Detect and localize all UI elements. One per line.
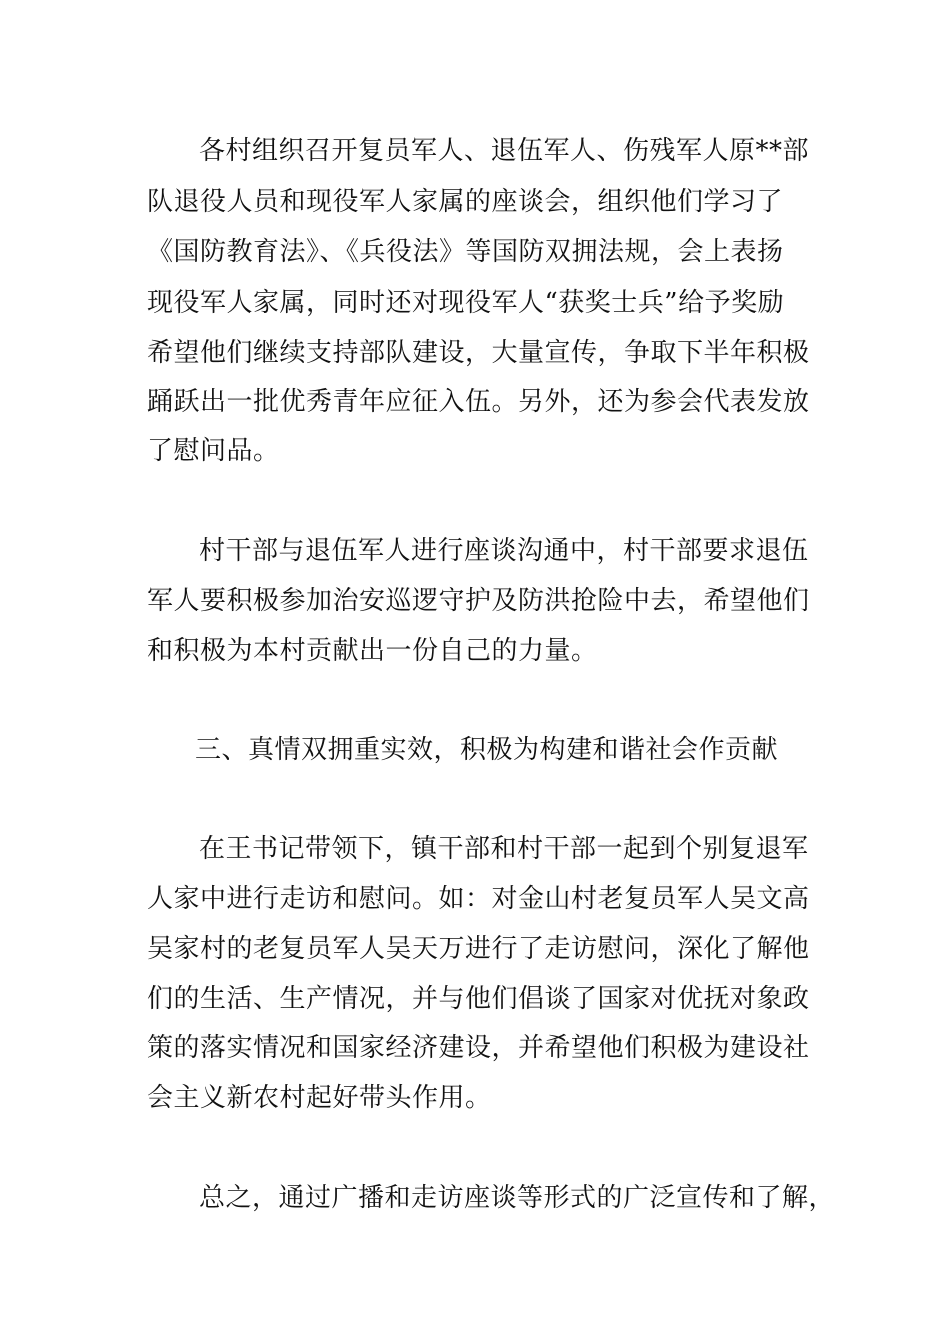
paragraph-2-line-1: 村干部与退伍军人进行座谈沟通中，村干部要求退伍 [199, 536, 809, 566]
paragraph-2-line-2: 军人要积极参加治安巡逻守护及防洪抢险中去，希望他们 [147, 586, 810, 616]
paragraph-3-line-2: 人家中进行走访和慰问。如：对金山村老复员军人吴文高 [147, 884, 810, 914]
paragraph-2-line-3: 和积极为本村贡献出一份自己的力量。 [147, 636, 598, 666]
paragraph-3-line-6: 会主义新农村起好带头作用。 [147, 1083, 492, 1113]
paragraph-1-line-5: 希望他们继续支持部队建设，大量宣传，争取下半年积极 [147, 338, 810, 368]
paragraph-3-line-4: 们的生活、生产情况，并与他们倡谈了国家对优抚对象政 [147, 984, 810, 1014]
paragraph-4-line-1: 总之，通过广播和走访座谈等形式的广泛宣传和了解， [199, 1183, 836, 1213]
paragraph-3-line-1: 在王书记带领下，镇干部和村干部一起到个别复退军 [199, 834, 809, 864]
paragraph-1-line-4: 现役军人家属，同时还对现役军人“获奖士兵”给予奖励 [147, 288, 785, 318]
paragraph-1-line-1: 各村组织召开复员军人、退伍军人、伤残军人原**部 [199, 136, 810, 166]
paragraph-3-line-5: 策的落实情况和国家经济建设，并希望他们积极为建设社 [147, 1033, 810, 1063]
paragraph-1-line-2: 队退役人员和现役军人家属的座谈会，组织他们学习了 [147, 187, 784, 217]
paragraph-3-line-3: 吴家村的老复员军人吴天万进行了走访慰问，深化了解他 [147, 934, 810, 964]
section-heading: 三、真情双拥重实效，积极为构建和谐社会作贡献 [195, 735, 779, 765]
paragraph-1-line-7: 了慰问品。 [147, 436, 280, 466]
paragraph-1-line-6: 踊跃出一批优秀青年应征入伍。另外，还为参会代表发放 [147, 387, 810, 417]
paragraph-1-line-3: 《国防教育法》、《兵役法》等国防双拥法规，会上表扬 [147, 237, 784, 267]
